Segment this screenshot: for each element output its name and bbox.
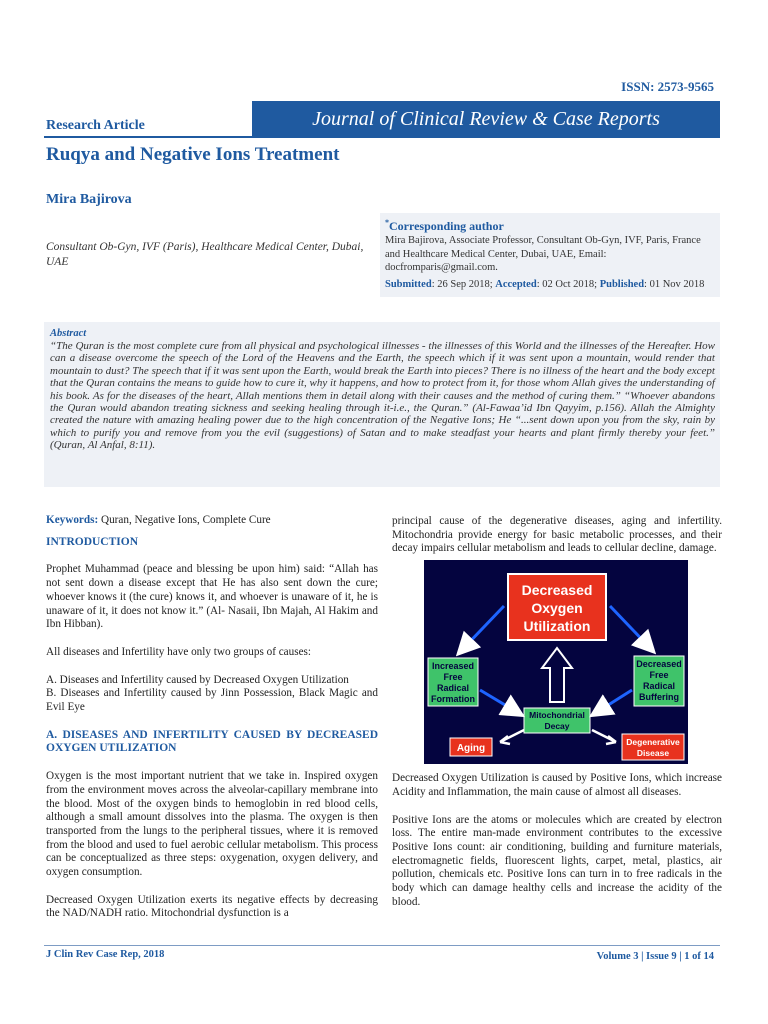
corresponding-author-box: [380, 213, 720, 297]
keywords: [46, 514, 378, 528]
left-column: [46, 514, 378, 921]
author-name: Mira Bajirova: [46, 192, 132, 207]
section-a-heading: A. DISEASES AND INFERTILITY CAUSED BY DECREASED OXYGEN UTILIZATION: [46, 728, 378, 755]
right-box-line2: Free: [649, 670, 669, 681]
author-affiliation: Consultant Ob-Gyn, IVF (Paris), Healthcare Medical Center, Dubai, UAE: [46, 241, 364, 268]
arrow-right-to-mid: [594, 690, 632, 714]
published-label: Published: [599, 278, 645, 290]
arrow-left-to-mid: [480, 690, 520, 714]
electron-loss-paragraph: Positive Ions are the atoms or molecules which are created by electron loss. The entire man-made environment contributes to the excessive Positive Ions count: air conditioning, building and furniture materials, electromagnetic fields, fluorescent lights, carpet, metal, plastics, air pollution, chemicals etc. Positive Ions can turn in to free radicals in the body which can damage healthy cells and increase the acidity of the blood.: [392, 813, 722, 908]
nad-paragraph: Decreased Oxygen Utilization exerts its negative effects by decreasing the NAD/NADH ratio. Mitochondrial dysfunction is a: [46, 893, 378, 920]
arrow-up-feedback: [542, 648, 572, 702]
diagram-svg: [424, 560, 688, 764]
aging-label: Aging: [456, 743, 486, 755]
article-dates: [385, 279, 715, 290]
mid-box-line2: Decay: [544, 721, 570, 732]
corresponding-label-text: Corresponding author: [389, 219, 504, 233]
left-box-line1: Increased: [431, 661, 475, 672]
left-box-line3: Radical: [436, 683, 470, 694]
keywords-list: Quran, Negative Ions, Complete Cure: [98, 514, 271, 526]
degen-line2: Disease: [636, 748, 670, 759]
list-item-a: A. Diseases and Infertility caused by Decreased Oxygen Utilization: [46, 673, 349, 686]
mid-box-line1: Mitochondrial: [529, 710, 585, 721]
introduction-heading: INTRODUCTION: [46, 535, 139, 548]
arrow-to-aging: [500, 730, 524, 744]
list-item-b: B. Diseases and Infertility caused by Jinn Possession, Black Magic and Evil Eye: [46, 687, 378, 714]
right-box-line4: Buffering: [639, 692, 679, 703]
accepted-date: : 02 Oct 2018;: [536, 278, 600, 290]
corresponding-author-label: [385, 218, 715, 234]
abstract-box: [44, 322, 720, 487]
journal-name: Journal of Clinical Review & Case Reports: [252, 101, 720, 138]
article-title: Ruqya and Negative Ions Treatment: [46, 144, 340, 165]
arrow-to-decreased: [610, 606, 652, 650]
positive-ions-paragraph: Decreased Oxygen Utilization is caused by Positive Ions, which increase Acidity and Inflammation, the main cause of almost all diseases.: [392, 772, 722, 798]
footer-citation: J Clin Rev Case Rep, 2018: [46, 949, 165, 960]
causes-paragraph: All diseases and Infertility have only two groups of causes:: [46, 645, 312, 658]
oxygen-diagram: [424, 560, 688, 764]
intro-paragraph: Prophet Muhammad (peace and blessing be upon him) said: “Allah has not sent down a disease except that He has also sent down the cure; whoever knows it (the cure) knows it, and whoever is unaware of it, he is unaware of it, it does not know it.” (Al- Nasaii, Ibn Majah, Al Hakim and Ibn Hibban).: [46, 563, 378, 631]
corresponding-marker: *: [385, 218, 389, 227]
keywords-label: Keywords:: [46, 514, 99, 526]
top-box-line2: Oxygen: [531, 600, 583, 617]
right-box-line3: Radical: [642, 681, 676, 692]
left-box-line4: Formation: [431, 694, 475, 705]
submitted-date: : 26 Sep 2018;: [431, 278, 496, 290]
submitted-label: Submitted: [385, 278, 432, 290]
issn: ISSN: 2573-9565: [621, 79, 714, 94]
top-box-line3: Utilization: [523, 618, 591, 635]
arrow-to-increased: [460, 606, 504, 652]
published-date: : 01 Nov 2018: [644, 278, 705, 290]
top-box-line1: Decreased: [521, 582, 593, 599]
mitochondria-paragraph: principal cause of the degenerative diseases, aging and infertility. Mitochondria provide energy for basic metabolic processes, and their decay impairs cellular metabolism and leads to cellular decline, damage.: [392, 515, 722, 555]
right-column: [392, 515, 722, 909]
arrow-to-degenerative: [592, 730, 616, 744]
degen-line1: Degenerative: [626, 737, 680, 748]
accepted-label: Accepted: [495, 278, 537, 290]
article-type: Research Article: [46, 118, 145, 133]
oxygen-paragraph: Oxygen is the most important nutrient that we take in. Inspired oxygen from the environment moves across the alveolar-capillary membrane into the blood. Most of the oxygen binds to hemoglobin in red blood cells, although a small amount dissolves into the plasma. The oxygen is then transported from the lungs to the peripheral tissues, where it is removed from the blood and used to fuel aerobic cellular metabolism. This process can be conceptualized as three steps: oxygenation, oxygen delivery, and oxygen consumption.: [46, 770, 378, 879]
footer-rule: [44, 945, 720, 946]
right-box-line1: Decreased: [636, 659, 682, 670]
abstract-label: Abstract: [50, 328, 87, 339]
corresponding-author-text: Mira Bajirova, Associate Professor, Consultant Ob-Gyn, IVF, Paris, France and Healthcare Medical Center, Dubai, UAE, Email: docfromparis@gmail.com.: [385, 235, 701, 273]
footer-volume: Volume 3 | Issue 9 | 1 of 14: [596, 951, 714, 962]
journal-header: [44, 101, 720, 138]
abstract-text: “The Quran is the most complete cure from all physical and psychological illnesses - the illnesses of this World and the illnesses of the Hereafter. How can a disease overcome the speech of the Lord of the Heavens and the Earth, the speech which if it was sent upon a mountain, would render that mountain to dust? The speech that if it was sent upon the Earth, would break the Earth into pieces? There is no illness of the heart and the body except that the Quran contains the means to guide how to cure it, why it happens, and how to protect from it, for those whom Allah gives the understanding of his book. As for the diseases of the heart, Allah mentions them in detail along with their causes and the method of curing them.” “Whoever abandons the Quran would abandon treating sickness and seeking healing through it-i.e., the Quran.” (Al-Fawaa’id Ibn Qayyim, p.156). Allah the Almighty created the nature with amazing healing power due to the high concentration of the Negative Ions; He “...sent down upon you from the sky, rain by which to purify you and remove from you the evil (suggestions) of Satan and to make steadfast your hearts and plant firmly thereby your feet.” (Quran, Al Anfal, 8:11).: [50, 340, 715, 452]
left-box-line2: Free: [443, 672, 463, 683]
